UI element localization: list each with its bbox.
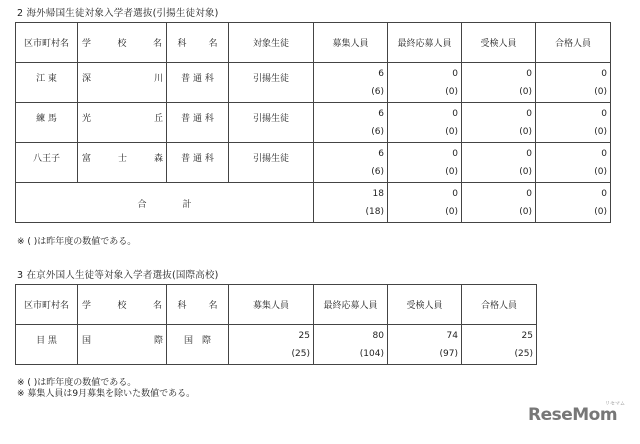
school-cell [78,103,167,143]
header-target: 対象生徒 [229,23,314,63]
section3-note: ※ ( )は昨年度の数値である。 [17,378,137,388]
previous-value: (0) [519,127,532,137]
header-examinees: 受検人員 [462,23,536,63]
current-value: 0 [526,149,532,159]
final-cell [314,325,388,365]
header-final-applicants: 最終応募人員 [314,285,388,325]
previous-value: (0) [594,87,607,97]
current-value: 0 [452,189,458,199]
target-cell: 引揚生徒 [229,63,314,103]
school-cell [78,63,167,103]
previous-value: (6) [371,127,384,137]
current-value: 0 [526,109,532,119]
previous-value: (6) [371,167,384,177]
current-value: 0 [601,109,607,119]
school-char: 森 [153,154,163,164]
previous-value: (6) [371,87,384,97]
district-cell: 練 馬 [16,103,78,143]
current-value: 25 [521,331,533,341]
recruit-cell [314,183,388,223]
district-cell: 江 東 [16,63,78,103]
school-cell [78,325,167,365]
school-char: 丘 [153,114,163,124]
course-cell: 普 通 科 [167,143,229,183]
current-value: 18 [372,189,384,199]
total-row [16,183,611,223]
current-value: 0 [601,149,607,159]
previous-value: (97) [439,349,458,359]
total-label-cell [16,183,314,223]
section2-note: ※ ( )は昨年度の数値である。 [17,237,137,247]
school-char: 国 [82,336,92,346]
school-cell [78,143,167,183]
table-header-row [16,23,611,63]
section3-table [15,284,537,365]
header-district: 区市町村名 [16,285,78,325]
recruit-cell [314,103,388,143]
total-label-char: 合 [137,200,147,210]
resemom-logo-kana: リセマム [605,401,625,407]
exam-cell [388,325,462,365]
resemom-logo: ReseMom [528,405,618,425]
section3-title: 3 在京外国人生徒等対象入学者選抜(国際高校) [17,270,219,281]
pass-cell [462,325,537,365]
current-value: 0 [601,69,607,79]
header-school-char: 名 [152,301,162,311]
header-school-char: 学 [82,301,92,311]
header-course-char: 名 [208,301,218,311]
school-char: 川 [153,74,163,84]
final-cell [388,103,462,143]
header-school-char: 名 [152,39,162,49]
previous-value: (0) [594,127,607,137]
table-header-row [16,285,537,325]
final-cell [388,63,462,103]
table-row [16,63,611,103]
school-char: 際 [153,336,163,346]
school-char: 深 [82,74,92,84]
exam-cell [462,143,536,183]
previous-value: (0) [519,167,532,177]
current-value: 80 [372,331,384,341]
exam-cell [462,63,536,103]
header-course [167,23,229,63]
current-value: 0 [452,69,458,79]
previous-value: (0) [519,207,532,217]
header-district: 区市町村名 [16,23,78,63]
header-passed: 合格人員 [536,23,611,63]
previous-value: (0) [445,127,458,137]
school-char: 士 [117,154,127,164]
current-value: 74 [446,331,458,341]
header-course-char: 科 [177,39,187,49]
exam-cell [462,183,536,223]
header-course-char: 科 [177,301,187,311]
header-course [167,285,229,325]
header-school-char: 校 [117,39,127,49]
previous-value: (0) [445,207,458,217]
current-value: 0 [601,189,607,199]
district-cell: 八王子 [16,143,78,183]
previous-value: (0) [594,167,607,177]
current-value: 6 [378,149,384,159]
current-value: 6 [378,109,384,119]
pass-cell [536,103,611,143]
course-cell: 国 際 [167,325,229,365]
course-cell: 普 通 科 [167,103,229,143]
recruit-cell [229,325,314,365]
target-cell: 引揚生徒 [229,143,314,183]
previous-value: (25) [291,349,310,359]
current-value: 0 [452,149,458,159]
district-cell: 目 黒 [16,325,78,365]
pass-cell [536,183,611,223]
section2-title: 2 海外帰国生徒対象入学者選抜(引揚生徒対象) [17,8,219,19]
school-char: 光 [82,114,92,124]
previous-value: (0) [594,207,607,217]
final-cell [388,143,462,183]
previous-value: (0) [445,87,458,97]
pass-cell [536,143,611,183]
previous-value: (0) [445,167,458,177]
header-school [78,23,167,63]
header-examinees: 受検人員 [388,285,462,325]
pass-cell [536,63,611,103]
header-recruit: 募集人員 [314,23,388,63]
header-school-char: 校 [117,301,127,311]
header-school-char: 学 [82,39,92,49]
final-cell [388,183,462,223]
header-course-char: 名 [208,39,218,49]
section2-table [15,22,611,223]
header-passed: 合格人員 [462,285,537,325]
current-value: 0 [526,189,532,199]
current-value: 25 [298,331,310,341]
previous-value: (25) [514,349,533,359]
total-label-char: 計 [182,200,192,210]
current-value: 0 [452,109,458,119]
school-char: 富 [82,154,92,164]
header-school [78,285,167,325]
table-row [16,143,611,183]
recruit-cell [314,143,388,183]
previous-value: (104) [359,349,384,359]
section3-note: ※ 募集人員は9月募集を除いた数値である。 [17,389,196,399]
header-final-applicants: 最終応募人員 [388,23,462,63]
current-value: 0 [526,69,532,79]
exam-cell [462,103,536,143]
previous-value: (18) [365,207,384,217]
table-row [16,103,611,143]
current-value: 6 [378,69,384,79]
course-cell: 普 通 科 [167,63,229,103]
previous-value: (0) [519,87,532,97]
header-recruit: 募集人員 [229,285,314,325]
table-row [16,325,537,365]
target-cell: 引揚生徒 [229,103,314,143]
recruit-cell [314,63,388,103]
